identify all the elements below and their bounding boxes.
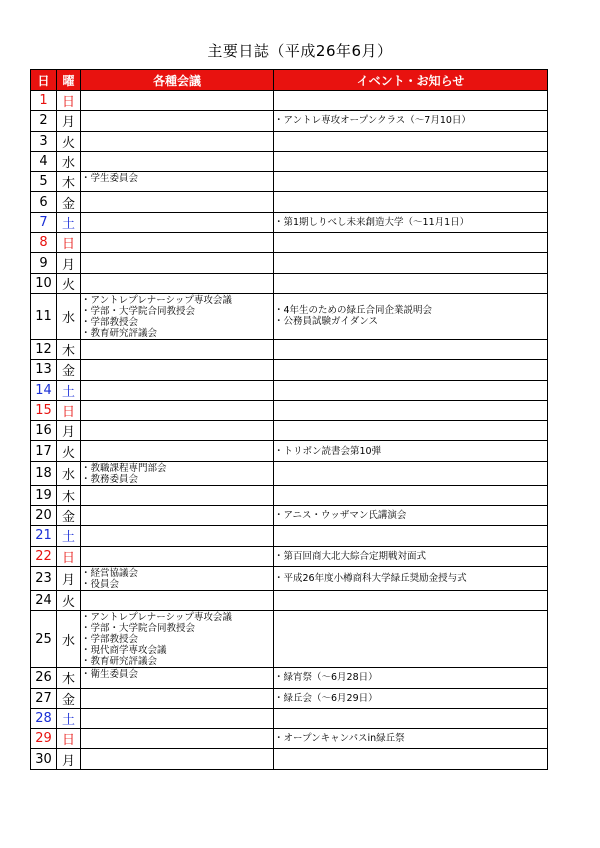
weekday-cell: 日 [57,233,81,253]
meeting-item: ・学部教授会 [81,634,139,646]
meeting-item: ・教育研究評議会 [81,656,158,668]
table-row [31,212,548,232]
table-row [31,172,548,192]
events-cell [274,111,548,131]
events-cell [274,192,548,212]
day-cell: 25 [31,611,57,668]
day-cell: 2 [31,111,57,131]
day-cell: 16 [31,421,57,441]
table-row [31,273,548,293]
weekday-cell: 火 [57,131,81,151]
table-row [31,111,548,131]
meeting-item: ・経営協議会 [81,567,139,579]
day-cell: 19 [31,485,57,505]
weekday-cell: 火 [57,590,81,610]
table-row [31,400,548,420]
day-cell: 20 [31,506,57,526]
weekday-cell: 火 [57,441,81,461]
meeting-item: ・アントレプレナーシップ専攻会議 [81,294,232,306]
weekday-cell: 月 [57,111,81,131]
meetings-cell [81,749,274,769]
table-row [31,253,548,273]
day-cell: 7 [31,212,57,232]
meeting-item: ・学部教授会 [81,316,139,328]
diary-table [30,69,548,770]
events-cell [274,293,548,339]
day-cell: 23 [31,566,57,590]
header-events: イベント・お知らせ [274,70,548,91]
day-cell: 15 [31,400,57,420]
meetings-cell [81,441,274,461]
weekday-cell: 水 [57,293,81,339]
event-item: ・公務員試験ガイダンス [274,316,379,328]
events-cell [274,400,548,420]
table-row [31,233,548,253]
table-row [31,131,548,151]
day-cell: 13 [31,360,57,380]
meeting-item: ・学部・大学院合同教授会 [81,305,196,317]
events-cell [274,708,548,728]
event-item: ・オープンキャンパスin緑丘祭 [274,733,405,745]
header-day: 日 [31,70,57,91]
meetings-cell [81,729,274,749]
table-row [31,526,548,546]
day-cell: 6 [31,192,57,212]
meeting-item: ・現代商学専攻会議 [81,645,167,657]
meetings-cell [81,91,274,111]
events-cell [274,339,548,359]
events-cell [274,151,548,171]
day-cell: 26 [31,668,57,688]
header-row [31,70,548,91]
meetings-cell [81,172,274,192]
weekday-cell: 金 [57,506,81,526]
weekday-cell: 木 [57,485,81,505]
events-cell [274,749,548,769]
event-item: ・第1期しりべし未来創造大学（～11月1日） [274,216,470,228]
event-item: ・第百回商大北大綜合定期戦対面式 [274,550,427,562]
weekday-cell: 月 [57,749,81,769]
weekday-cell: 木 [57,339,81,359]
table-row [31,339,548,359]
table-row [31,611,548,668]
meetings-cell [81,253,274,273]
weekday-cell: 日 [57,729,81,749]
meeting-item: ・役員会 [81,578,120,590]
meeting-item: ・衛生委員会 [81,669,139,681]
table-row [31,668,548,688]
weekday-cell: 土 [57,380,81,400]
events-cell [274,668,548,688]
weekday-cell: 日 [57,91,81,111]
day-cell: 29 [31,729,57,749]
events-cell [274,590,548,610]
meetings-cell [81,611,274,668]
meeting-item: ・教務委員会 [81,473,139,485]
day-cell: 8 [31,233,57,253]
table-row [31,380,548,400]
table-row [31,708,548,728]
meetings-cell [81,339,274,359]
weekday-cell: 土 [57,212,81,232]
meetings-cell [81,526,274,546]
events-cell [274,91,548,111]
meetings-cell [81,273,274,293]
day-cell: 28 [31,708,57,728]
events-cell [274,688,548,708]
meetings-cell [81,111,274,131]
meeting-item: ・教職課程専門部会 [81,462,167,474]
table-row [31,485,548,505]
table-row [31,590,548,610]
table-row [31,749,548,769]
weekday-cell: 日 [57,546,81,566]
events-cell [274,212,548,232]
events-cell [274,566,548,590]
weekday-cell: 月 [57,421,81,441]
events-cell [274,611,548,668]
events-cell [274,441,548,461]
weekday-cell: 金 [57,688,81,708]
meetings-cell [81,151,274,171]
meeting-item: ・アントレプレナーシップ専攻会議 [81,612,232,624]
weekday-cell: 木 [57,172,81,192]
table-row [31,293,548,339]
weekday-cell: 木 [57,668,81,688]
table-row [31,461,548,485]
weekday-cell: 月 [57,253,81,273]
events-cell [274,131,548,151]
meetings-cell [81,590,274,610]
table-row [31,566,548,590]
events-cell [274,729,548,749]
events-cell [274,461,548,485]
table-row [31,192,548,212]
day-cell: 11 [31,293,57,339]
weekday-cell: 土 [57,708,81,728]
meetings-cell [81,293,274,339]
day-cell: 24 [31,590,57,610]
table-row [31,360,548,380]
day-cell: 1 [31,91,57,111]
events-cell [274,172,548,192]
meetings-cell [81,708,274,728]
meetings-cell [81,421,274,441]
events-cell [274,360,548,380]
weekday-cell: 日 [57,400,81,420]
weekday-cell: 土 [57,526,81,546]
event-item: ・アニス・ウッザマン氏講演会 [274,510,407,522]
meetings-cell [81,212,274,232]
event-item: ・平成26年度小樽商科大学緑丘奨励金授与式 [274,572,467,584]
meetings-cell [81,688,274,708]
event-item: ・緑宵祭（～6月28日） [274,672,378,684]
event-item: ・緑丘会（～6月29日） [274,692,378,704]
meetings-cell [81,461,274,485]
weekday-cell: 水 [57,461,81,485]
table-row [31,506,548,526]
weekday-cell: 火 [57,273,81,293]
event-item: ・4年生のための緑丘合同企業説明会 [274,305,433,317]
events-cell [274,380,548,400]
meetings-cell [81,360,274,380]
meetings-cell [81,233,274,253]
meeting-item: ・学部・大学院合同教授会 [81,623,196,635]
meeting-item: ・学生委員会 [81,173,139,185]
weekday-cell: 水 [57,151,81,171]
day-cell: 17 [31,441,57,461]
table-row [31,151,548,171]
header-dow: 曜 [57,70,81,91]
day-cell: 18 [31,461,57,485]
events-cell [274,273,548,293]
day-cell: 27 [31,688,57,708]
events-cell [274,546,548,566]
events-cell [274,485,548,505]
meetings-cell [81,668,274,688]
weekday-cell: 金 [57,360,81,380]
event-item: ・トリボン読書会第10弾 [274,445,382,457]
day-cell: 14 [31,380,57,400]
table-row [31,546,548,566]
table-row [31,441,548,461]
meetings-cell [81,566,274,590]
weekday-cell: 金 [57,192,81,212]
table-row [31,91,548,111]
day-cell: 4 [31,151,57,171]
diary-body [31,91,548,770]
day-cell: 10 [31,273,57,293]
day-cell: 12 [31,339,57,359]
day-cell: 22 [31,546,57,566]
weekday-cell: 水 [57,611,81,668]
table-row [31,688,548,708]
events-cell [274,233,548,253]
meetings-cell [81,485,274,505]
weekday-cell: 月 [57,566,81,590]
meetings-cell [81,400,274,420]
events-cell [274,253,548,273]
table-row [31,729,548,749]
day-cell: 21 [31,526,57,546]
meetings-cell [81,192,274,212]
table-row [31,421,548,441]
meetings-cell [81,506,274,526]
event-item: ・アントレ専攻オープンクラス（～7月10日） [274,115,471,127]
day-cell: 9 [31,253,57,273]
day-cell: 5 [31,172,57,192]
events-cell [274,421,548,441]
meetings-cell [81,546,274,566]
events-cell [274,506,548,526]
day-cell: 30 [31,749,57,769]
meetings-cell [81,131,274,151]
page-title: 主要日誌（平成26年6月） [207,42,393,60]
meeting-item: ・教育研究評議会 [81,327,158,339]
day-cell: 3 [31,131,57,151]
events-cell [274,526,548,546]
header-meetings: 各種会議 [81,70,274,91]
meetings-cell [81,380,274,400]
